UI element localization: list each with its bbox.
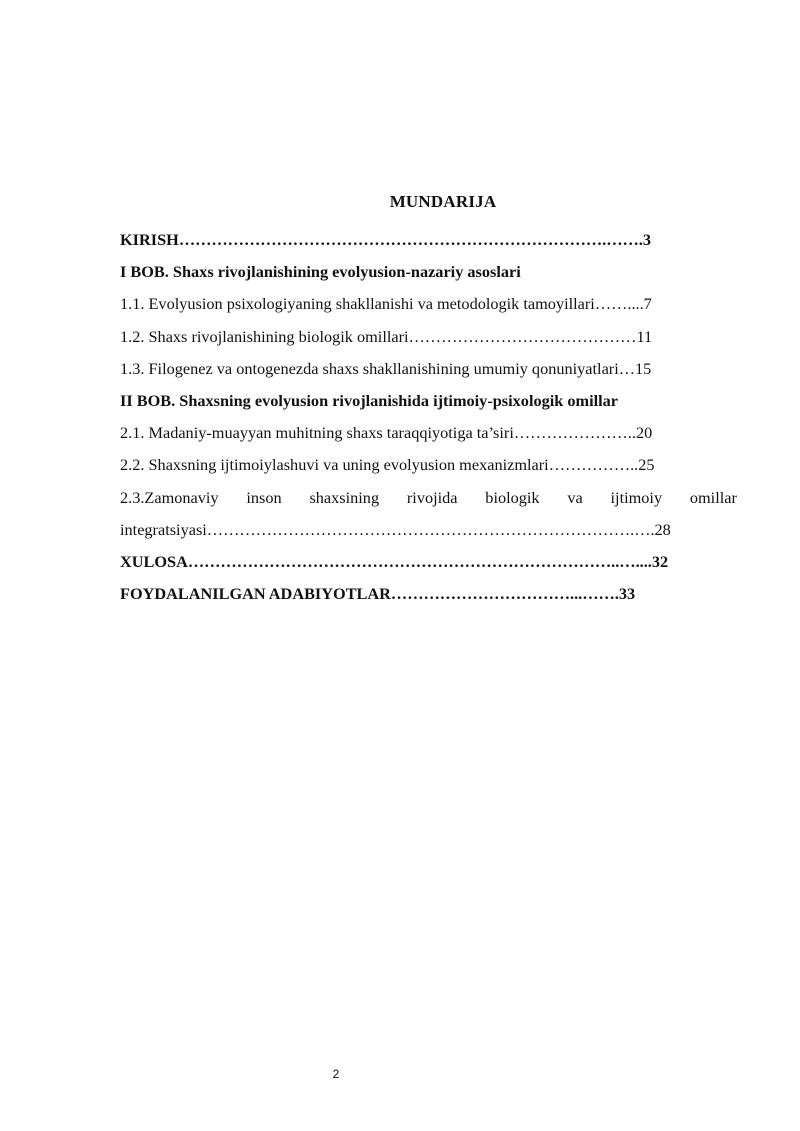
toc-entry-2-1: 2.1. Madaniy-muayyan muhitning shaxs taraqqiyotiga ta’siri…………………..20 [120, 423, 653, 443]
toc-word: biologik [485, 487, 540, 507]
toc-entry-kirish: KIRISH…………………………………………………………………….…….3 [120, 230, 651, 249]
toc-entry-1-1: 1.1. Evolyusion psixologiyaning shakllanishi va metodologik tamoyillari……....7 [120, 294, 652, 314]
toc-entry-2-3-line-2: integratsiyasi…………………………………………………………………….….28 [120, 519, 671, 539]
toc-entry-1-3: 1.3. Filogenez va ontogenezda shaxs shakllanishining umumiy qonuniyatlari…15 [120, 358, 652, 378]
toc-title: MUNDARIJA [389, 192, 497, 211]
page-number: 2 [332, 1067, 340, 1081]
toc-word: rivojida [406, 487, 458, 507]
toc-entry-2-3-line-1 [120, 482, 737, 514]
toc-chapter-2-heading: II BOB. Shaxsning evolyusion rivojlanishida ijtimoiy-psixologik omillar [120, 390, 619, 410]
toc-entry-adabiyotlar: FOYDALANILGAN ADABIYOTLAR……………………………...…….33 [120, 584, 636, 604]
toc-word: omillar [689, 487, 737, 507]
toc-entry-1-2: 1.2. Shaxs rivojlanishining biologik omillari……………………………………11 [120, 326, 653, 346]
toc-chapter-1-heading: I BOB. Shaxs rivojlanishining evolyusion-nazariy asoslari [120, 262, 521, 282]
toc-word: shaxsining [309, 487, 380, 507]
table-of-contents [120, 224, 737, 610]
toc-word: ijtimoiy [610, 487, 663, 507]
toc-word: 2.3.Zamonaviy [120, 487, 219, 507]
toc-word: inson [246, 487, 282, 507]
toc-entry-xulosa: XULOSA……………………………………………………………………..…....32 [120, 551, 669, 571]
toc-word: va [567, 487, 583, 507]
toc-entry-2-2: 2.2. Shaxsning ijtimoiylashuvi va uning evolyusion mexanizmlari……………..25 [120, 455, 655, 475]
